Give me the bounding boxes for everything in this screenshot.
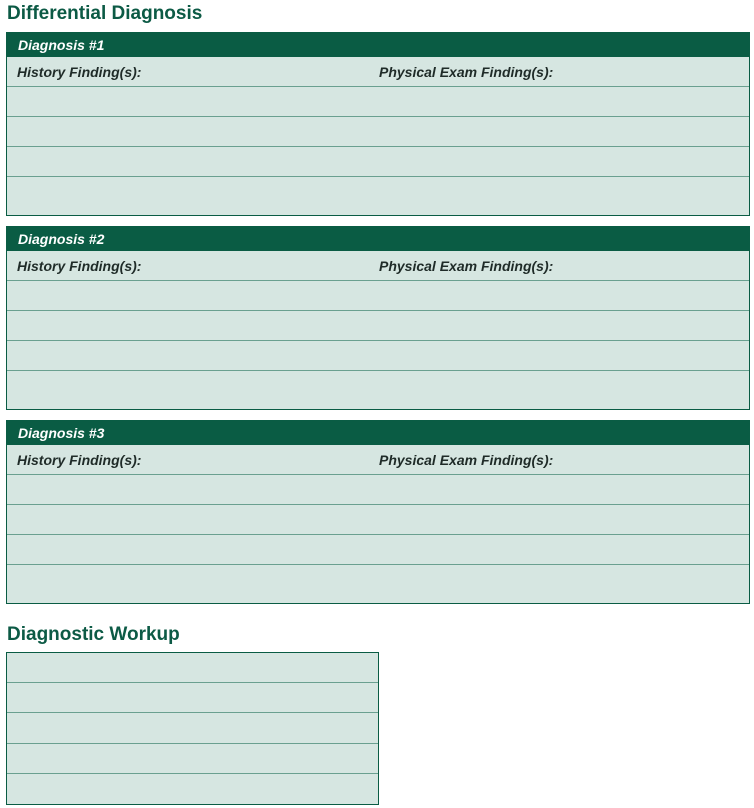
write-in-line[interactable] — [7, 505, 749, 535]
write-in-line[interactable] — [7, 311, 749, 341]
write-in-line[interactable] — [7, 713, 378, 743]
physical-exam-findings-label: Physical Exam Finding(s): — [379, 452, 554, 468]
diagnosis-block-3 — [6, 420, 750, 604]
diagnosis-header-3: Diagnosis #3 — [7, 421, 749, 445]
write-in-line[interactable] — [7, 371, 749, 401]
write-in-line[interactable] — [7, 341, 749, 371]
diagnostic-workup-title: Diagnostic Workup — [7, 624, 180, 645]
write-in-line[interactable] — [7, 653, 378, 683]
history-findings-label: History Finding(s): — [17, 64, 142, 80]
diagnosis-block-2 — [6, 226, 750, 410]
history-findings-label: History Finding(s): — [17, 258, 142, 274]
write-in-line[interactable] — [7, 177, 749, 207]
differential-diagnosis-title: Differential Diagnosis — [7, 3, 203, 24]
write-in-line[interactable] — [7, 535, 749, 565]
write-in-line[interactable] — [7, 147, 749, 177]
diagnosis-header-2: Diagnosis #2 — [7, 227, 749, 251]
findings-labels-row — [7, 251, 749, 281]
physical-exam-findings-label: Physical Exam Finding(s): — [379, 258, 554, 274]
history-findings-label: History Finding(s): — [17, 452, 142, 468]
diagnosis-block-1 — [6, 32, 750, 216]
findings-labels-row — [7, 57, 749, 87]
physical-exam-findings-label: Physical Exam Finding(s): — [379, 64, 554, 80]
write-in-line[interactable] — [7, 774, 378, 804]
diagnosis-header-1: Diagnosis #1 — [7, 33, 749, 57]
write-in-line[interactable] — [7, 87, 749, 117]
write-in-line[interactable] — [7, 281, 749, 311]
write-in-line[interactable] — [7, 683, 378, 713]
write-in-line[interactable] — [7, 117, 749, 147]
write-in-line[interactable] — [7, 565, 749, 595]
write-in-line[interactable] — [7, 475, 749, 505]
diagnostic-workup-box — [6, 652, 379, 805]
findings-labels-row — [7, 445, 749, 475]
write-in-line[interactable] — [7, 744, 378, 774]
